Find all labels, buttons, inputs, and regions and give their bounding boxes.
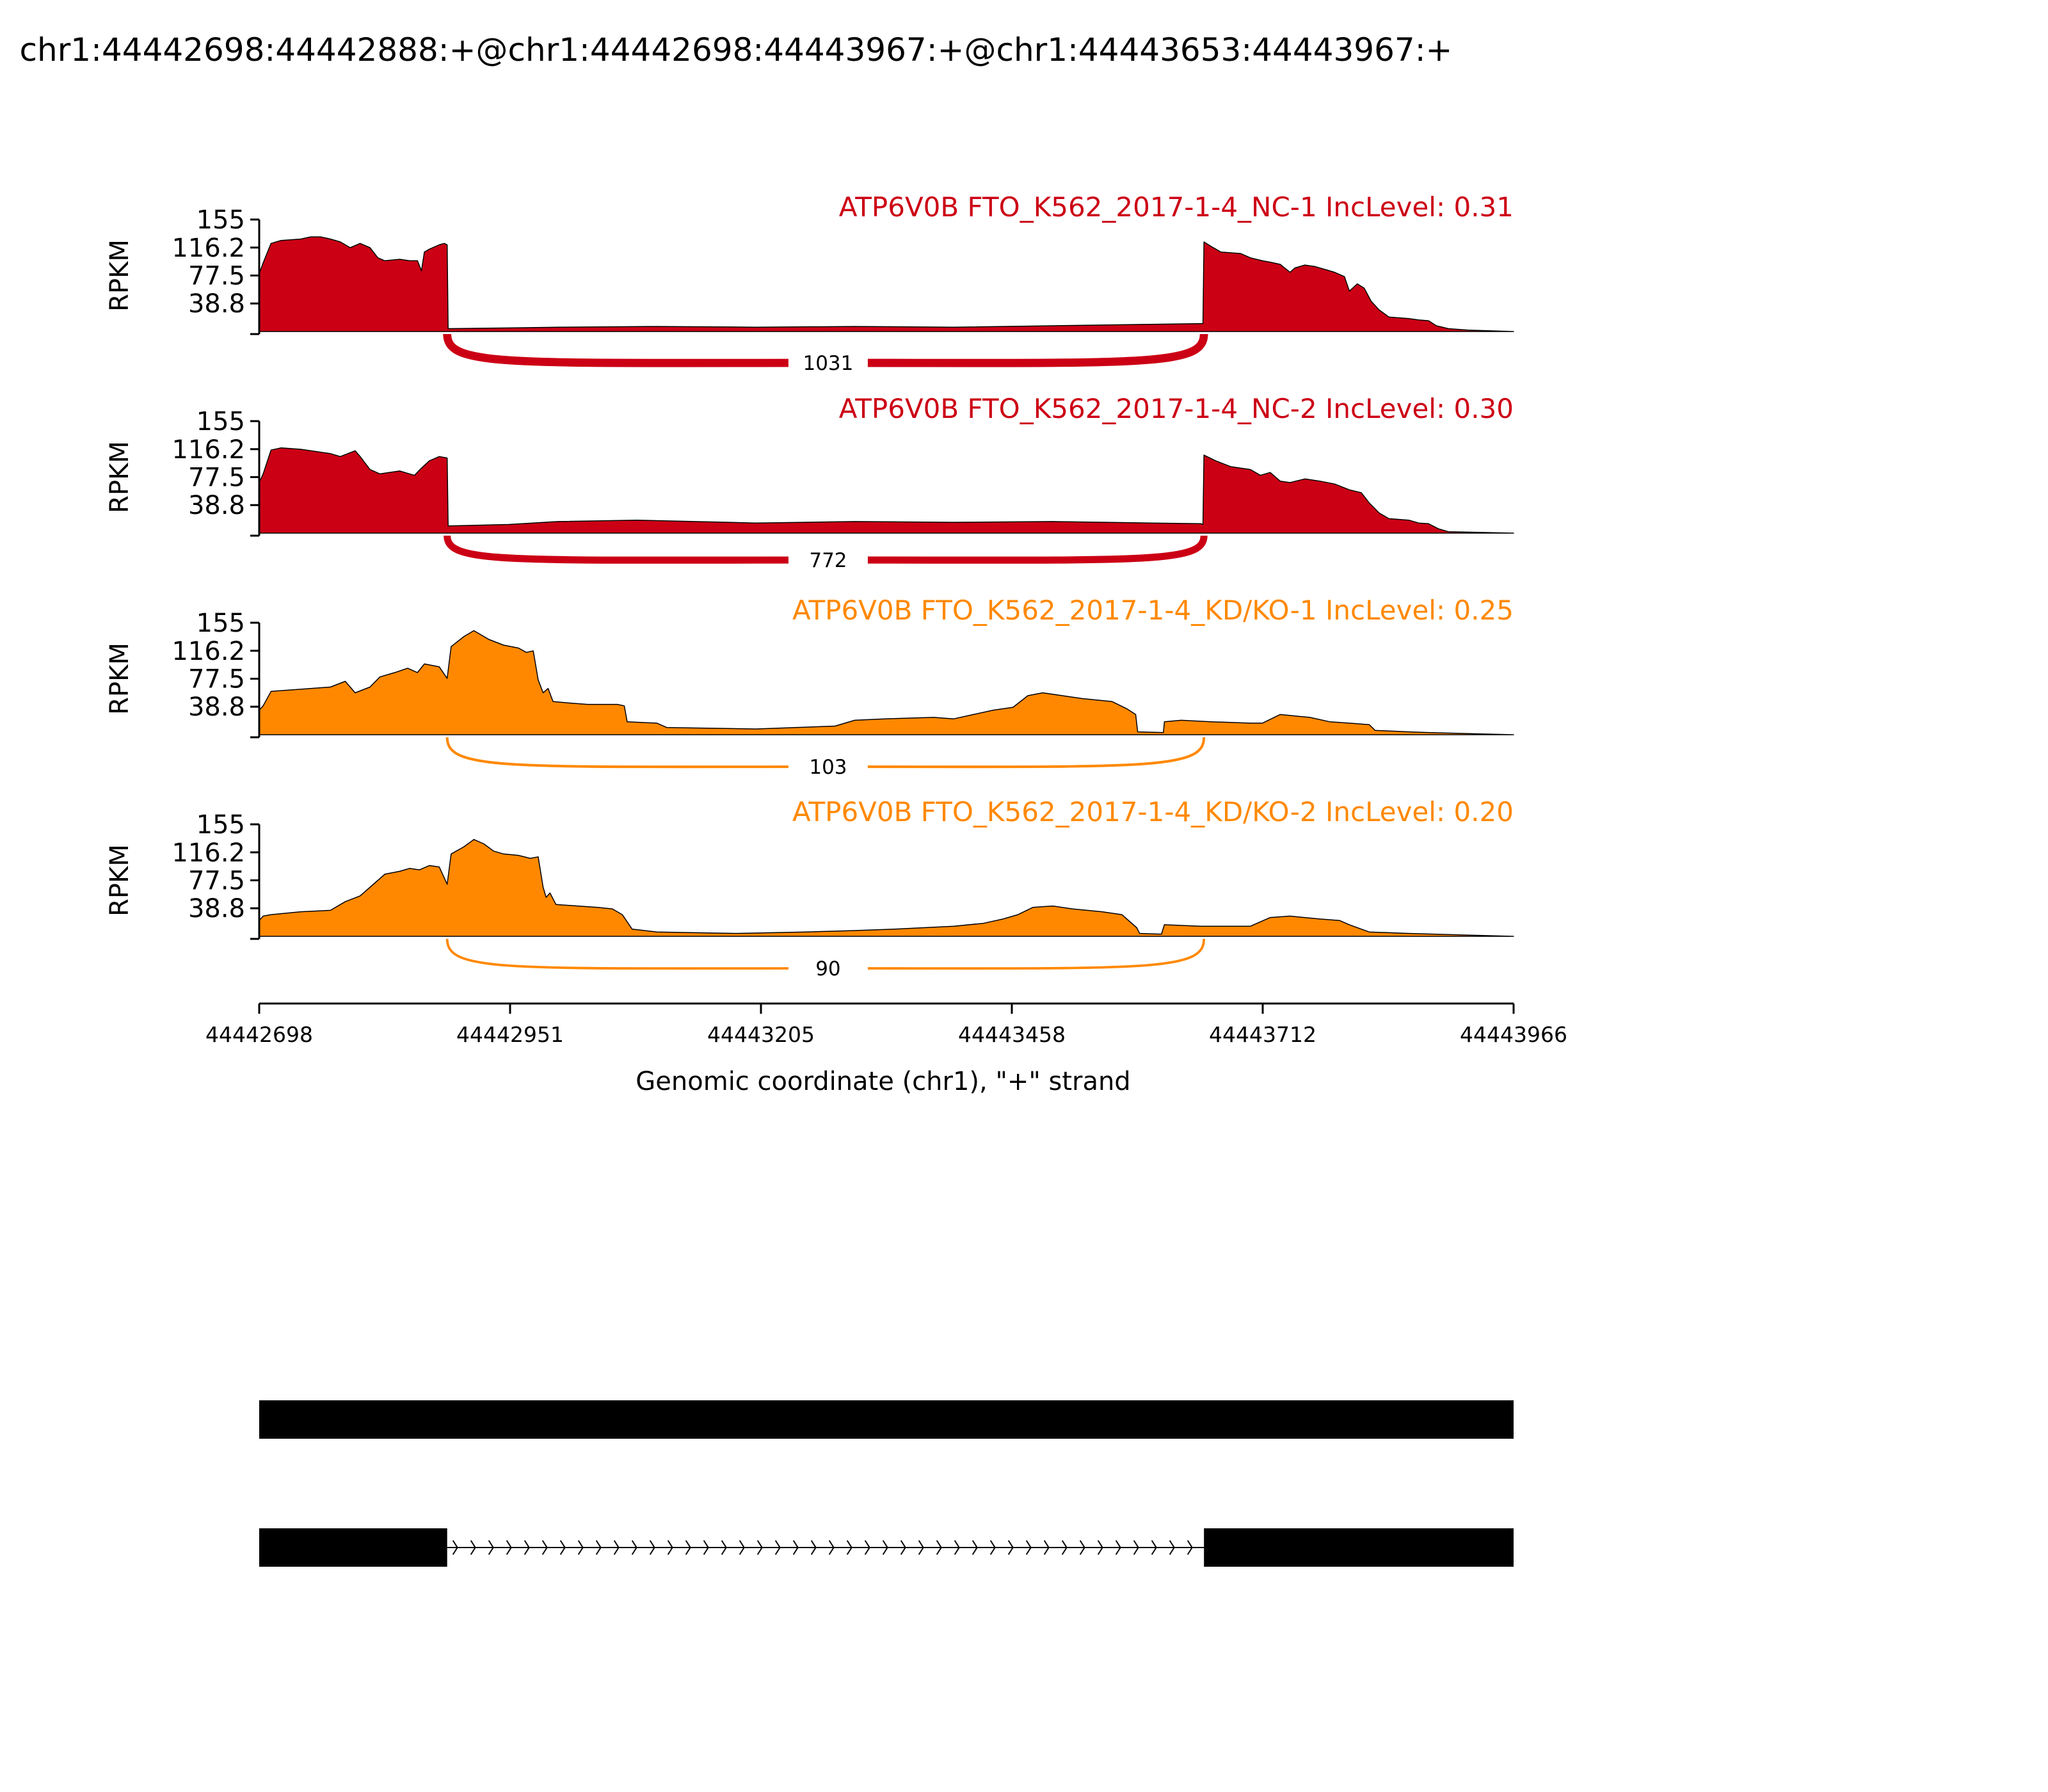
junction-count-label: 90 <box>815 957 841 980</box>
x-axis-label: Genomic coordinate (chr1), "+" strand <box>636 1067 1131 1096</box>
y-tick-label: 116.2 <box>172 435 245 465</box>
y-tick-label: 77.5 <box>188 664 245 694</box>
exon-block <box>1204 1528 1514 1567</box>
y-axis-label: RPKM <box>105 643 134 715</box>
y-axis-label: RPKM <box>105 441 134 513</box>
coverage-panels <box>105 191 1514 984</box>
x-tick-label: 44443712 <box>1209 1022 1316 1047</box>
y-tick-label: 155 <box>196 205 245 235</box>
y-tick-label: 38.8 <box>188 491 245 521</box>
sample-label: ATP6V0B FTO_K562_2017-1-4_NC-1 IncLevel: 0.31 <box>838 191 1514 223</box>
junction-count-label: 103 <box>809 756 847 779</box>
exon-block <box>259 1400 1514 1439</box>
coverage-area <box>259 630 1514 735</box>
y-tick-label: 116.2 <box>172 636 245 666</box>
coverage-area <box>259 840 1514 936</box>
x-tick-label: 44443966 <box>1460 1022 1567 1047</box>
coverage-area <box>259 237 1514 332</box>
coverage-area <box>259 448 1514 533</box>
sample-label: ATP6V0B FTO_K562_2017-1-4_NC-2 IncLevel: 0.30 <box>838 393 1514 424</box>
coverage-panel <box>105 796 1514 984</box>
y-tick-label: 38.8 <box>188 692 245 723</box>
x-tick-label: 44442951 <box>456 1022 564 1047</box>
x-tick-label: 44442698 <box>205 1022 313 1047</box>
x-tick-label: 44443458 <box>958 1022 1066 1047</box>
x-axis <box>205 1004 1567 1047</box>
junction-count-label: 772 <box>809 549 847 572</box>
coverage-panel <box>105 191 1514 378</box>
exon-block <box>259 1528 447 1567</box>
y-tick-label: 155 <box>196 407 245 436</box>
x-tick-label: 44443205 <box>707 1022 815 1047</box>
isoform-track <box>259 1400 1514 1439</box>
sample-label: ATP6V0B FTO_K562_2017-1-4_KD/KO-2 IncLevel: 0.20 <box>792 796 1514 828</box>
y-axis-label: RPKM <box>105 844 134 916</box>
junction-count-label: 1031 <box>803 352 854 375</box>
y-tick-label: 155 <box>196 810 245 840</box>
y-tick-label: 116.2 <box>172 838 245 868</box>
coverage-panel <box>105 595 1514 782</box>
coverage-panel <box>105 393 1514 575</box>
y-axis-label: RPKM <box>105 239 134 312</box>
chart-title: chr1:44442698:44442888:+@chr1:44442698:44443967:+@chr1:44443653:44443967:+ <box>19 31 1453 68</box>
y-tick-label: 116.2 <box>172 233 245 263</box>
y-tick-label: 77.5 <box>188 463 245 493</box>
sample-label: ATP6V0B FTO_K562_2017-1-4_KD/KO-1 IncLevel: 0.25 <box>792 595 1514 626</box>
y-tick-label: 38.8 <box>188 894 245 924</box>
y-tick-label: 38.8 <box>188 289 245 319</box>
gene-structure <box>259 1400 1514 1567</box>
y-tick-label: 77.5 <box>188 261 245 291</box>
isoform-track <box>259 1528 1514 1567</box>
y-tick-label: 155 <box>196 609 245 638</box>
y-tick-label: 77.5 <box>188 866 245 896</box>
